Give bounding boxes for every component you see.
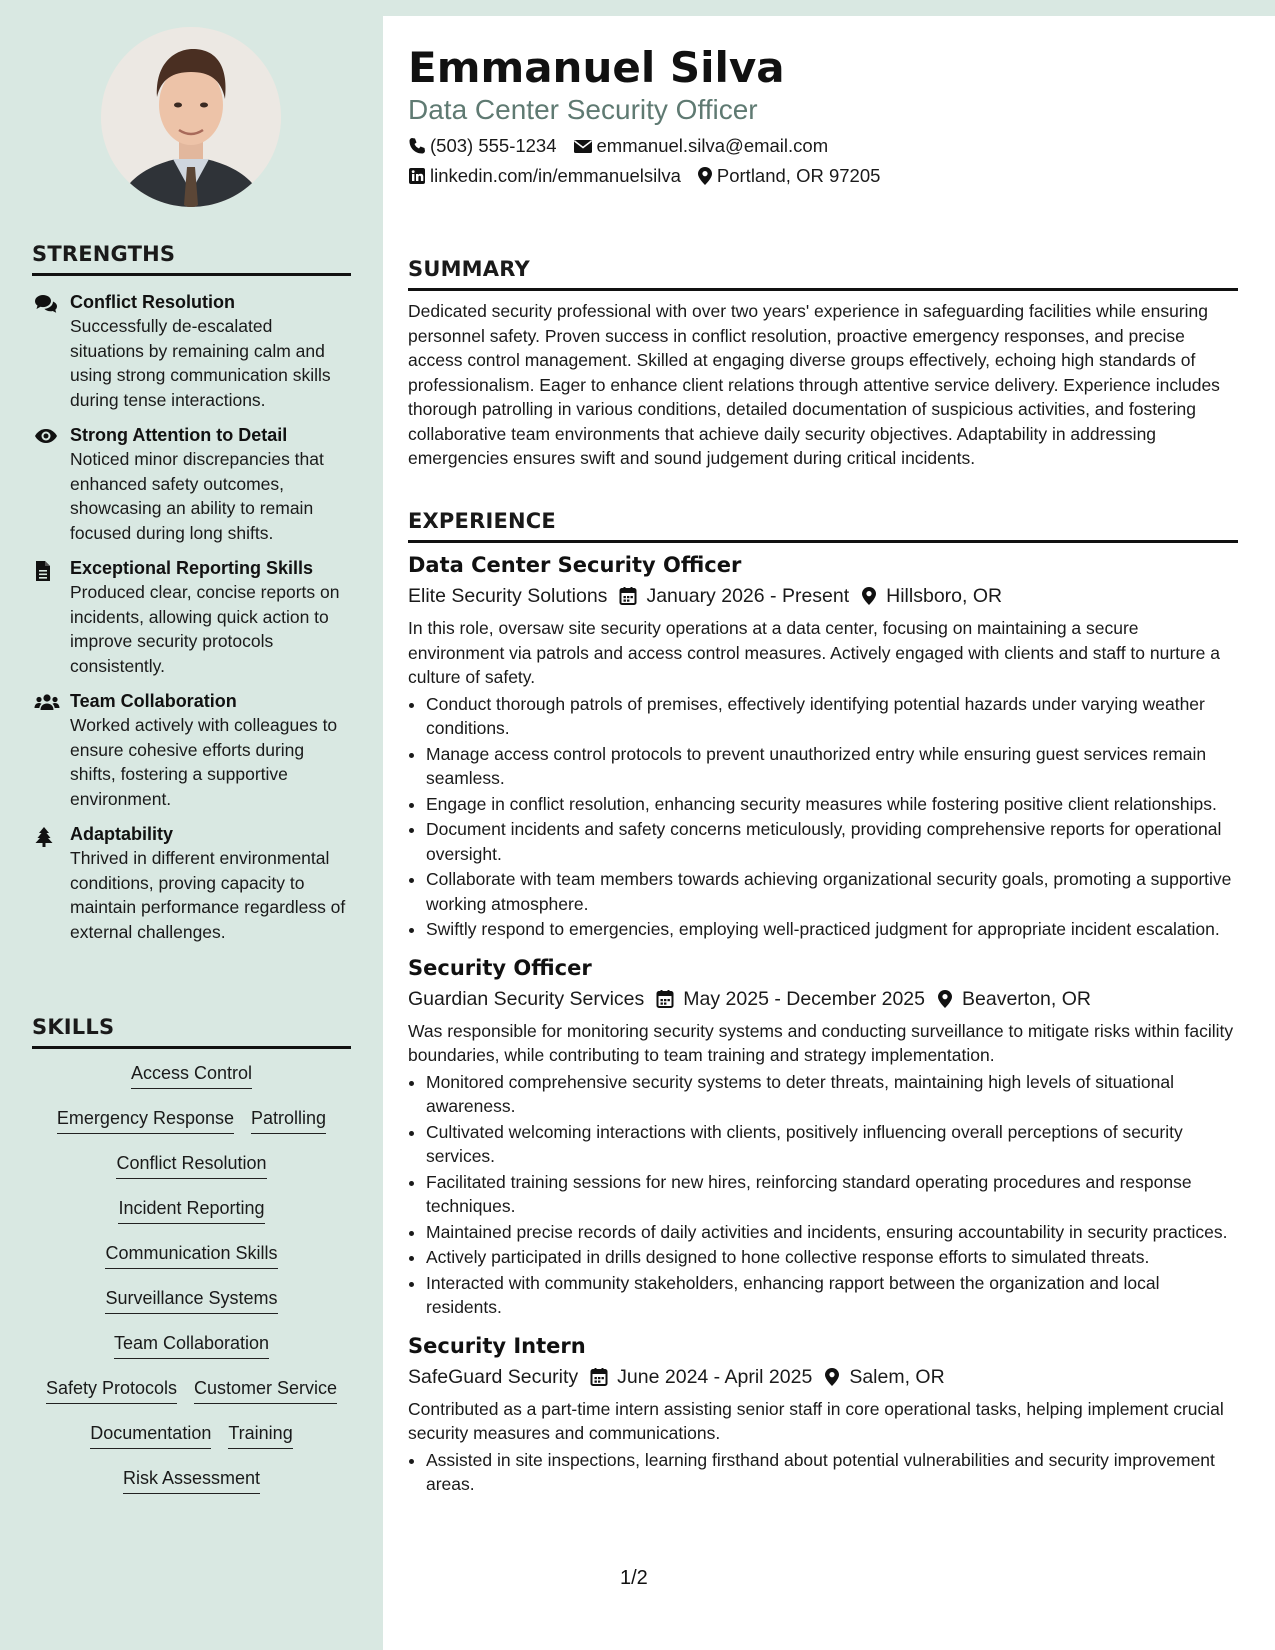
map-marker-icon (937, 989, 953, 1009)
job-entry (408, 551, 1238, 942)
linkedin-icon (408, 167, 426, 185)
summary-text: Dedicated security professional with over two years' experience in safeguarding facilities while ensuring personnel safety. Proven success in conflict resolution, proactive emergency responses, and precise access control management. Skilled at engaging diverse groups effectively, echoing high standards of professionalism. Eager to enhance client relations through attentive service delivery. Experience includes thorough patrolling in various conditions, detailed documentation of suspicious activities, and fostering collaborative team environments that achieve daily security objectives. Adaptability in addressing emergencies ensures swift and sound judgement during critical incidents. (408, 301, 1220, 468)
strength-description: Worked actively with colleagues to ensure cohesive efforts during shifts, fostering a supportive environment. (70, 715, 338, 809)
linkedin-link[interactable]: linkedin.com/in/emmanuelsilva (430, 165, 681, 186)
strength-title: Adaptability (70, 824, 174, 844)
job-bullet: • Monitored comprehensive security systems to deter threats, maintaining high levels of situational awareness. (426, 1070, 1238, 1119)
phone-text: (503) 555-1234 (430, 135, 557, 156)
job-entry (408, 954, 1238, 1320)
skill-tag: Surveillance Systems (105, 1286, 277, 1314)
skill-tag: Conflict Resolution (116, 1151, 266, 1179)
main-content (383, 16, 1275, 1650)
map-marker-icon (824, 1367, 840, 1387)
company-name: Guardian Security Services (408, 987, 645, 1010)
job-title: Security Officer (408, 955, 592, 980)
job-bullets (408, 1448, 1238, 1497)
page-number: 1/2 (620, 1567, 648, 1589)
company-name: Elite Security Solutions (408, 585, 608, 607)
job-bullets (408, 692, 1238, 942)
job-bullet: • Conduct thorough patrols of premises, effectively identifying potential hazards under varying weather conditions. (426, 692, 1238, 741)
strength-description: Thrived in different environmental conditions, proving capacity to maintain performance regardless of external challenges. (70, 848, 346, 942)
profile-photo (101, 27, 281, 207)
eye-icon (32, 423, 70, 545)
job-location: Beaverton, OR (962, 987, 1091, 1010)
job-description: Was responsible for monitoring security systems and conducting surveillance to mitigate risks within facility boundaries, while contributing to team training and strategy implementation. (408, 1020, 1234, 1065)
job-dates: January 2026 - Present (646, 585, 850, 607)
phone-contact (408, 134, 557, 158)
candidate-title: Data Center Security Officer (408, 94, 758, 125)
job-location: Salem, OR (849, 1365, 945, 1388)
envelope-icon (573, 138, 593, 154)
calendar-icon (619, 586, 637, 606)
job-bullet: • Interacted with community stakeholders, enhancing rapport between the organization and local residents. (426, 1271, 1238, 1320)
calendar-icon (656, 989, 674, 1009)
strength-item (32, 822, 351, 944)
calendar-icon (590, 1367, 608, 1387)
job-meta (408, 582, 1238, 610)
skill-tag: Safety Protocols (46, 1376, 177, 1404)
email-contact[interactable] (573, 134, 829, 158)
job-bullet: • Cultivated welcoming interactions with clients, positively influencing overall perceptions of security services. (426, 1120, 1238, 1169)
job-bullets (408, 1070, 1238, 1320)
job-dates: June 2024 - April 2025 (617, 1365, 813, 1388)
job-title: Data Center Security Officer (408, 553, 742, 577)
job-location: Hillsboro, OR (886, 585, 1003, 607)
strength-description: Noticed minor discrepancies that enhanced safety outcomes, showcasing an ability to remain focused during long shifts. (70, 449, 324, 543)
summary-section (408, 256, 1238, 471)
phone-icon (408, 137, 426, 155)
team-icon (32, 689, 70, 811)
skills-section (32, 1014, 351, 1511)
strength-item (32, 689, 351, 811)
strength-item (32, 290, 351, 412)
job-description: In this role, oversaw site security operations at a data center, focusing on maintaining a secure environment via patrols and access control measures. Actively engaged with clients and staff to nurture a culture of safety. (408, 618, 1220, 687)
company-name: SafeGuard Security (408, 1365, 579, 1388)
linkedin-contact[interactable] (408, 164, 681, 188)
skills-heading: SKILLS (32, 1014, 351, 1049)
job-bullet: • Facilitated training sessions for new hires, reinforcing standard operating procedures and response techniques. (426, 1170, 1238, 1219)
job-meta (408, 985, 1238, 1013)
job-dates: May 2025 - December 2025 (683, 987, 925, 1010)
skill-tag: Communication Skills (105, 1241, 277, 1269)
skill-tag: Customer Service (194, 1376, 337, 1404)
summary-heading: SUMMARY (408, 256, 1238, 291)
job-entry (408, 1332, 1238, 1497)
job-description: Contributed as a part-time intern assisting senior staff in core operational tasks, helping implement crucial security measures and communications. (408, 1398, 1224, 1443)
skill-tag: Training (228, 1421, 292, 1449)
location-text: Portland, OR 97205 (716, 165, 881, 186)
strength-item (32, 423, 351, 545)
location-contact (697, 164, 881, 188)
job-bullet: • Collaborate with team members towards achieving organizational security goals, promoting a supportive working atmosphere. (426, 867, 1238, 916)
skill-tag: Documentation (90, 1421, 211, 1449)
strengths-section (32, 241, 351, 944)
tree-icon (32, 822, 70, 944)
skill-tag: Team Collaboration (114, 1331, 269, 1359)
sidebar (0, 0, 383, 1650)
job-title: Security Intern (408, 1333, 586, 1358)
skill-tag: Emergency Response (57, 1106, 234, 1134)
skill-tag: Patrolling (251, 1106, 326, 1134)
strength-title: Conflict Resolution (70, 292, 235, 312)
job-bullet: • Maintained precise records of daily activities and incidents, ensuring accountability in security practices. (426, 1220, 1238, 1245)
experience-section (408, 508, 1238, 1498)
job-bullet: • Swiftly respond to emergencies, employing well-practiced judgment for appropriate incident escalation. (426, 917, 1238, 942)
job-bullet: • Engage in conflict resolution, enhancing security measures while fostering positive client relationships. (426, 792, 1238, 817)
job-bullet: • Manage access control protocols to prevent unauthorized entry while ensuring guest services remain seamless. (426, 742, 1238, 791)
document-icon (32, 556, 70, 678)
strength-title: Strong Attention to Detail (70, 425, 288, 445)
job-bullet: • Actively participated in drills designed to hone collective response efforts to simulated threats. (426, 1245, 1238, 1270)
comments-icon (32, 290, 70, 412)
candidate-name: Emmanuel Silva (408, 43, 785, 92)
skill-tag: Incident Reporting (118, 1196, 264, 1224)
strength-description: Successfully de-escalated situations by remaining calm and using strong communication skills during tense interactions. (70, 316, 331, 410)
email-link[interactable]: emmanuel.silva@email.com (596, 135, 829, 156)
job-bullet: • Assisted in site inspections, learning firsthand about potential vulnerabilities and security improvement areas. (426, 1448, 1238, 1497)
job-meta (408, 1363, 1238, 1391)
skill-tag: Risk Assessment (123, 1466, 260, 1494)
skill-tag: Access Control (131, 1061, 252, 1089)
contact-row (408, 134, 828, 158)
contact-row (408, 164, 880, 188)
strength-title: Team Collaboration (70, 691, 237, 711)
strength-item (32, 556, 351, 678)
job-bullet: • Document incidents and safety concerns meticulously, providing comprehensive reports for operational oversight. (426, 817, 1238, 866)
strength-title: Exceptional Reporting Skills (70, 558, 314, 578)
strength-description: Produced clear, concise reports on incidents, allowing quick action to improve security protocols consistently. (70, 582, 340, 676)
map-marker-icon (861, 586, 877, 606)
map-marker-icon (697, 166, 713, 186)
experience-heading: EXPERIENCE (408, 508, 1238, 543)
strengths-heading: STRENGTHS (32, 241, 351, 276)
